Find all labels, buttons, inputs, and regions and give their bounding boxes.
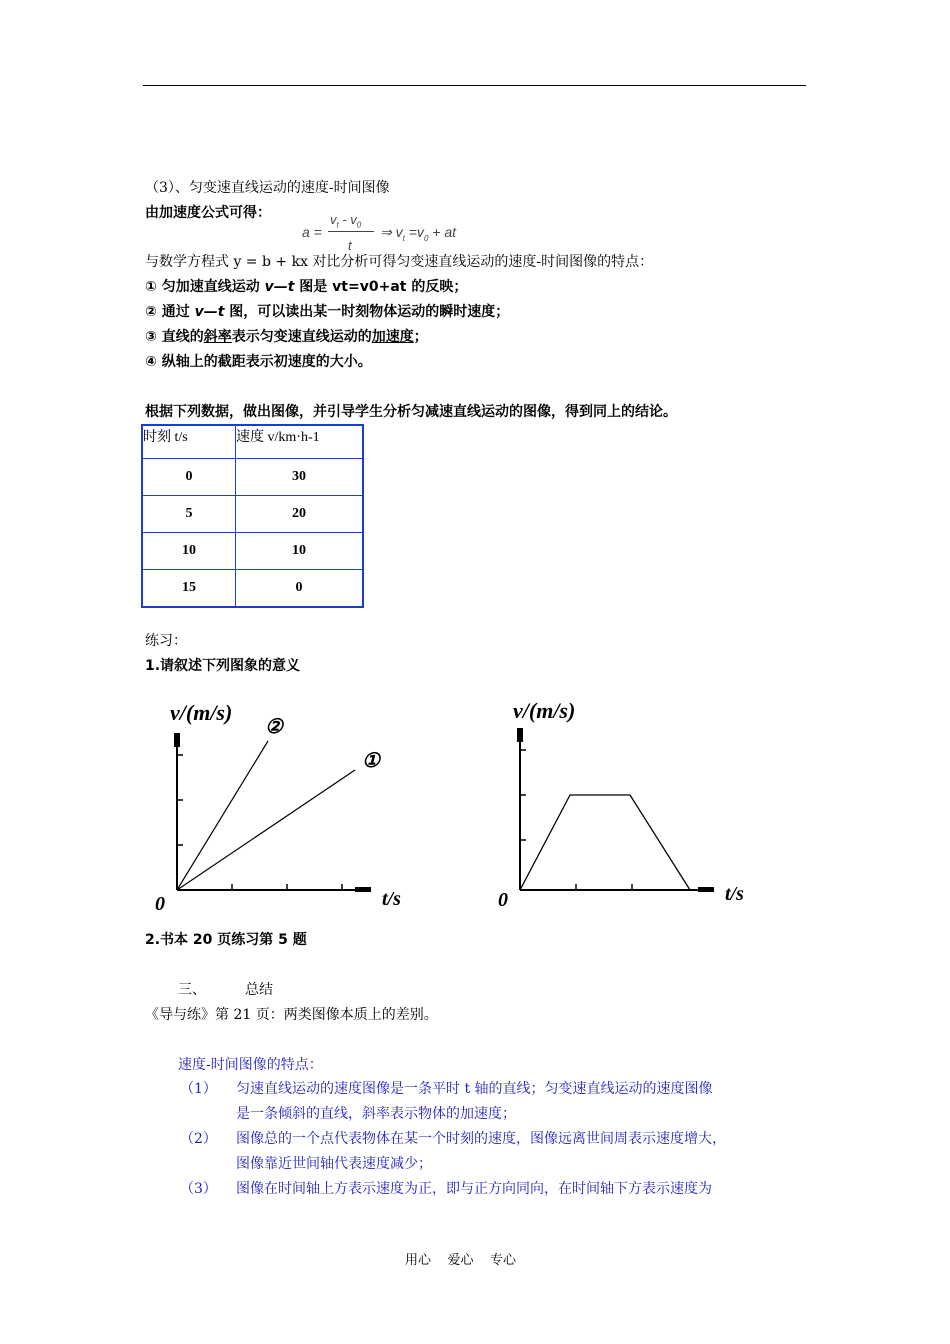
x-label: t/s	[382, 888, 401, 910]
point-1: ① 匀加速直线运动 v—t 图是 vt=v0+at 的反映；	[145, 279, 468, 295]
summary-number: 三、	[178, 982, 206, 998]
table-cell: 30	[236, 459, 364, 496]
origin-label: 0	[155, 893, 165, 915]
table-header-row	[142, 425, 363, 459]
table-row	[142, 459, 363, 496]
point-3: ③ 直线的斜率表示匀变速直线运动的加速度；	[145, 329, 428, 345]
task-text: 根据下列数据，做出图像，并引导学生分析匀减速直线运动的图像，得到同上的结论。	[145, 404, 677, 420]
features-title: 速度-时间图像的特点：	[178, 1057, 323, 1073]
graph-2	[493, 690, 763, 910]
header-rule	[143, 85, 806, 86]
line-label-1: ①	[362, 750, 380, 772]
ticks	[177, 755, 342, 890]
summary-title: 总结	[245, 982, 273, 998]
origin-label: 0	[498, 889, 508, 910]
y-label: v/(m/s)	[513, 698, 576, 723]
x-label: t/s	[725, 883, 744, 905]
table-row	[142, 533, 363, 570]
summary-reference: 《导与练》第 21 页：两类图像本质上的差别。	[145, 1007, 438, 1023]
compare-text: 与数学方程式 y = b + kx 对比分析可得匀变速直线运动的速度-时间图像的特点：	[145, 254, 654, 270]
y-label: v/(m/s)	[170, 700, 233, 725]
x-arrow	[698, 887, 714, 892]
table-cell: 0	[236, 570, 364, 608]
data-table	[141, 424, 364, 608]
exercise-1: 1.请叙述下列图象的意义	[145, 658, 301, 674]
feature-text: 图像靠近世间轴代表速度减少；	[236, 1156, 432, 1172]
table-cell: 20	[236, 496, 364, 533]
table-row	[142, 496, 363, 533]
point-4: ④ 纵轴上的截距表示初速度的大小。	[145, 354, 372, 370]
feature-number: （3）	[180, 1181, 217, 1197]
table-header: 时刻 t/s	[142, 425, 236, 459]
formula-intro: 由加速度公式可得：	[145, 205, 271, 221]
x-arrow	[355, 887, 371, 892]
exercise-2: 2.书本 20 页练习第 5 题	[145, 932, 307, 948]
point-2: ② 通过 v—t 图，可以读出某一时刻物体运动的瞬时速度；	[145, 304, 510, 320]
feature-text: 图像总的一个点代表物体在某一个时刻的速度，图像远离世间周表示速度增大，	[236, 1131, 726, 1147]
table-cell: 5	[142, 496, 236, 533]
table-row	[142, 570, 363, 608]
feature-text: 是一条倾斜的直线，斜率表示物体的加速度；	[236, 1106, 516, 1122]
table-header: 速度 v/km·h-1	[236, 425, 364, 459]
trapezoid-line	[520, 795, 690, 890]
table-cell: 10	[142, 533, 236, 570]
feature-number: （2）	[180, 1131, 217, 1147]
section-title: （3）、匀变速直线运动的速度-时间图像	[145, 180, 390, 196]
page-footer: 用心 爱心 专心	[405, 1253, 517, 1268]
table-cell: 15	[142, 570, 236, 608]
document-page: （3）、匀变速直线运动的速度-时间图像 由加速度公式可得： a = $v_t - v_0$ t ⇒ $v_t =v_0$ + at 与数学方程式 y = b + kx 对比分析可得匀变速直线运动的速度-时间图像的特点： ① 匀加速直线运动 v—t 图是 vt=v0+at 的反映； ② 通过 v—t 图，可以读出某一时刻物体运动的瞬时速度； ③ 直线的斜率表示匀变速直线运动的加速度； ④ 纵轴上的截距表示初速度的大小。 根据下列数据，做出图像，并引导学生分析匀减速直线运动的图像，得到同上的结论。 时刻 t/s 速度 v/km·h-1 0 30 5 20 10 10 15 0 练习： 1.请叙述下列图象的意义 v/(m/s) t/s 0 ② ① v/(m/s) t/s 0 2.书本 20 页练习第 5 题 三、 总结 《导与练》第 21 页：两类图像本质上的差别。 速度-时间图像的特点： （1） 匀速直线运动的速度图像是一条平时 t 轴的直线；匀变速直线运动的速度图像 是一条倾斜的直线，斜率表示物体的加速度； （2） 图像总的一个点代表物体在某一个时刻的速度，图像远离世间周表示速度增大， 图像靠近世间轴代表速度减少； （3） 图像在时间轴上方表示速度为正，即与正方向同向，在时间轴下方表示速度为 用心 爱心 专心	[0, 0, 950, 1344]
y-arrow	[174, 733, 180, 747]
feature-text: 图像在时间轴上方表示速度为正，即与正方向同向，在时间轴下方表示速度为	[236, 1181, 712, 1197]
graph-1	[150, 695, 420, 915]
ticks	[520, 750, 632, 890]
feature-text: 匀速直线运动的速度图像是一条平时 t 轴的直线；匀变速直线运动的速度图像	[236, 1081, 713, 1097]
feature-number: （1）	[180, 1081, 217, 1097]
line-label-2: ②	[265, 716, 283, 738]
line-1	[177, 770, 355, 890]
exercise-label: 练习：	[145, 633, 187, 649]
table-cell: 10	[236, 533, 364, 570]
line-2	[177, 741, 268, 890]
table-cell: 0	[142, 459, 236, 496]
y-arrow	[517, 728, 523, 742]
